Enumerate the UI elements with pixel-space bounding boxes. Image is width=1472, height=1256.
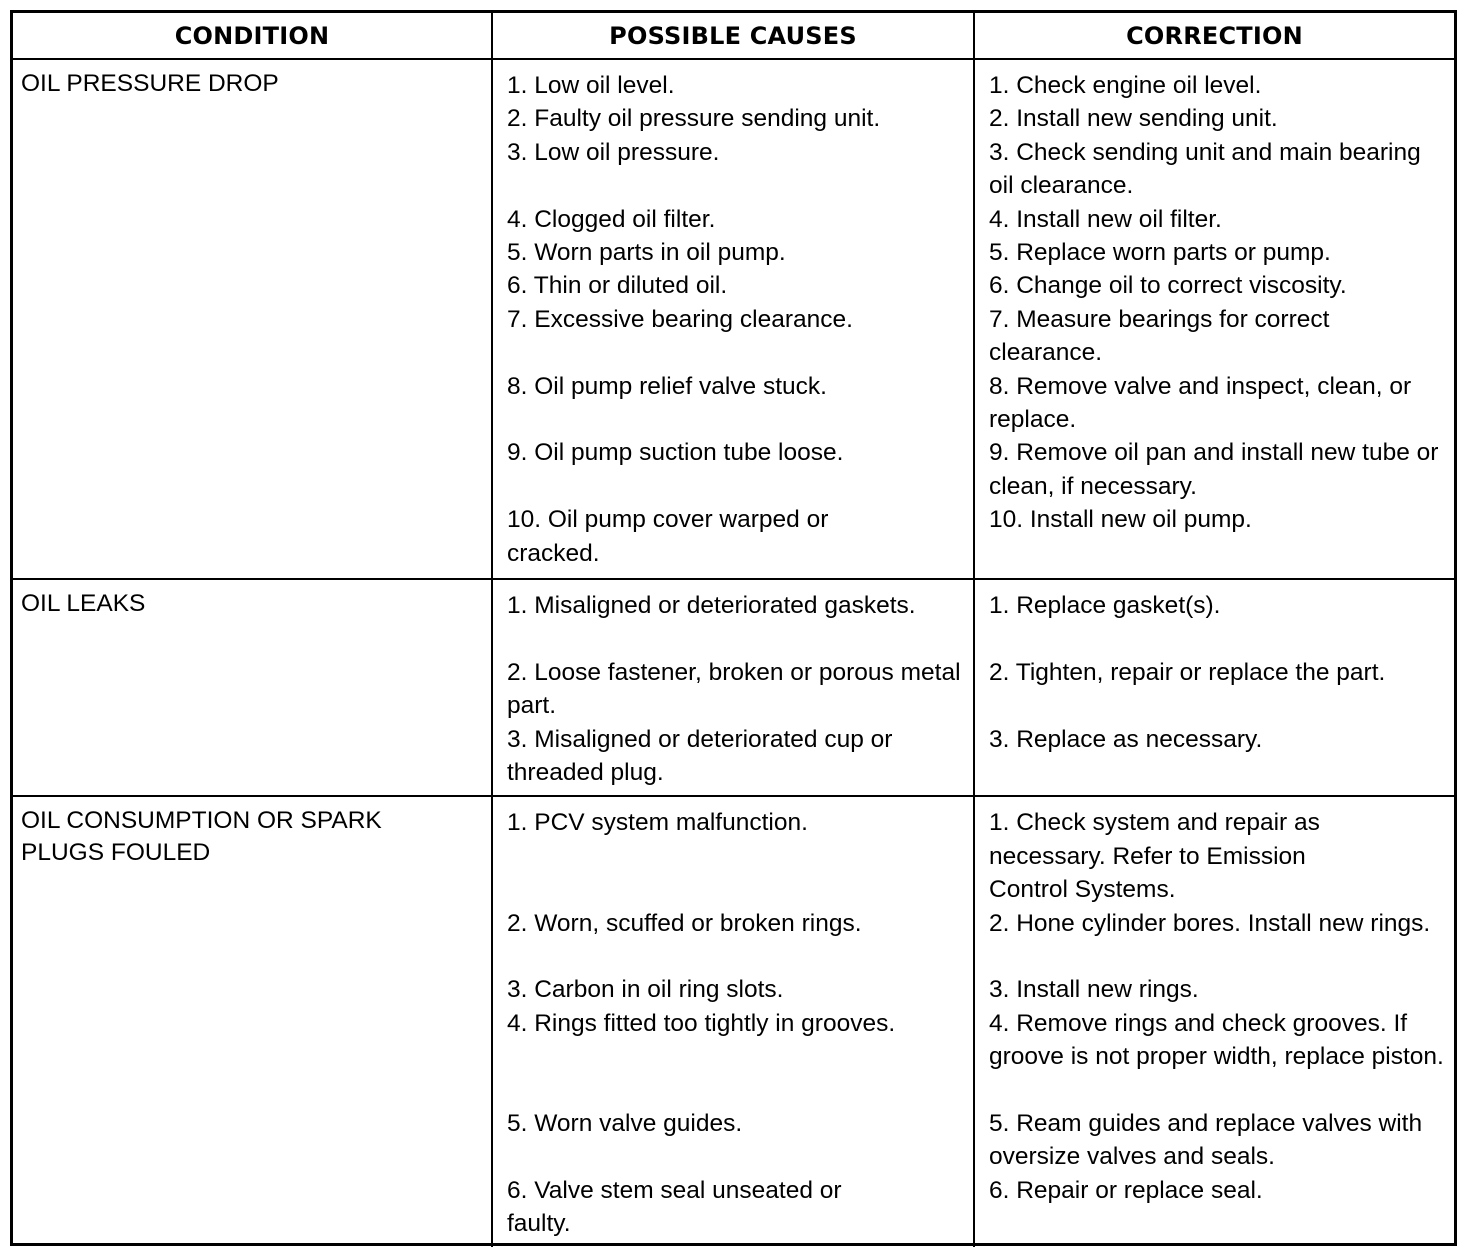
condition-cell [13,59,492,579]
cause-item: 9. Oil pump suction tube loose. [507,439,844,467]
correction-item: 6. Repair or replace seal. [989,1176,1263,1204]
cause-item: 7. Excessive bearing clearance. [507,305,853,333]
table-row [13,59,1454,579]
cause-item: 6. Thin or diluted oil. [507,272,728,300]
cause-item: 2. Loose fastener, broken or porous metal part. [507,658,961,720]
causes-cell [492,59,974,579]
header-row [13,13,1454,59]
correction-item: 8. Remove valve and inspect, clean, or replace. [989,372,1412,433]
correction-item: 1. Check engine oil level. [989,72,1262,99]
condition-text: OIL LEAKS [21,590,146,617]
correction-item: 4. Install new oil filter. [989,205,1222,233]
correction-item: 2. Install new sending unit. [989,105,1278,133]
correction-item: 4. Remove rings and check grooves. If groove is not proper width, replace piston. [989,1009,1444,1071]
correction-item: 6. Change oil to correct viscosity. [989,272,1347,300]
cause-item: 3. Carbon in oil ring slots. [507,976,784,1004]
cause-item: 1. Low oil level. [507,72,675,99]
cause-item: 4. Clogged oil filter. [507,205,716,233]
correction-cell [974,796,1454,1246]
causes-cell [492,796,974,1246]
correction-item: 1. Replace gasket(s). [989,592,1221,619]
condition-cell [13,796,492,1246]
causes-cell [492,579,974,796]
cause-item: 1. Misaligned or deteriorated gaskets. [507,592,916,619]
cause-item: 8. Oil pump relief valve stuck. [507,372,827,400]
cause-item: 1. PCV system malfunction. [507,809,808,837]
header-possible-causes: POSSIBLE CAUSES [492,13,974,59]
header-correction: CORRECTION [974,13,1454,59]
condition-text: OIL PRESSURE DROP [21,70,279,97]
cause-item: 2. Faulty oil pressure sending unit. [507,105,881,133]
correction-cell [974,579,1454,796]
condition-cell [13,579,492,796]
diagnosis-table [13,13,1454,1247]
cause-item: 4. Rings fitted too tightly in grooves. [507,1009,896,1037]
table-row [13,796,1454,1246]
correction-item: 2. Tighten, repair or replace the part. [989,658,1386,686]
cause-item: 5. Worn parts in oil pump. [507,238,786,266]
correction-item: 5. Replace worn parts or pump. [989,238,1331,266]
table-row [13,579,1454,796]
correction-item: 7. Measure bearings for correct clearance. [989,305,1330,367]
cause-item: 6. Valve stem seal unseated or faulty. [507,1176,842,1238]
condition-text: OIL CONSUMPTION OR SPARK PLUGS FOULED [21,807,382,867]
cause-item: 10. Oil pump cover warped or cracked. [507,506,829,567]
correction-item: 3. Replace as necessary. [989,725,1263,753]
correction-item: 2. Hone cylinder bores. Install new rings. [989,909,1431,937]
correction-cell [974,59,1454,579]
cause-item: 3. Low oil pressure. [507,138,720,166]
correction-item: 9. Remove oil pan and install new tube or clean, if necessary. [989,439,1439,500]
diagnosis-table-document [10,10,1457,1246]
correction-item: 10. Install new oil pump. [989,506,1252,534]
correction-item: 3. Install new rings. [989,976,1199,1004]
correction-item: 3. Check sending unit and main bearing oil clearance. [989,138,1421,200]
cause-item: 3. Misaligned or deteriorated cup or threaded plug. [507,725,893,786]
correction-item: 5. Ream guides and replace valves with oversize valves and seals. [989,1109,1423,1171]
header-condition: CONDITION [13,13,492,59]
cause-item: 2. Worn, scuffed or broken rings. [507,909,862,937]
correction-item: 1. Check system and repair as necessary. Refer to Emission Control Systems. [989,809,1320,904]
cause-item: 5. Worn valve guides. [507,1109,743,1137]
